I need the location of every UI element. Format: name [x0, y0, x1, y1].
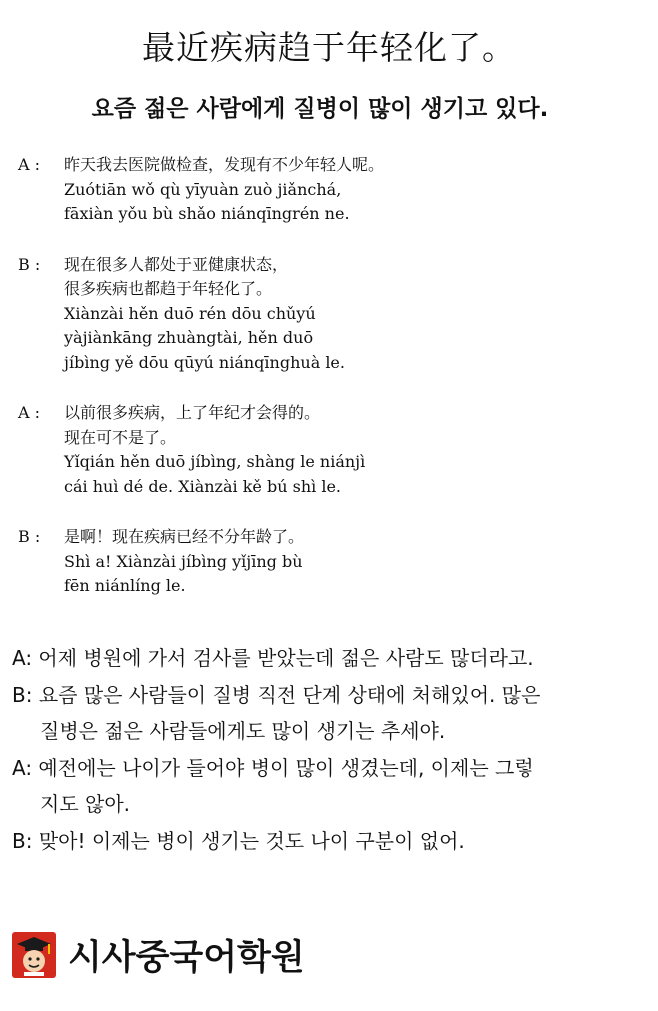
title-korean: 요즘 젊은 사람에게 질병이 많이 생기고 있다.	[91, 96, 549, 122]
graduate-mascot-icon	[12, 932, 56, 978]
pinyin-line: yàjiànkāng zhuàngtài, hěn duō	[64, 328, 314, 347]
speaker-label: B :	[18, 254, 41, 274]
speaker-label: A :	[18, 155, 41, 174]
translation-line: B: 요즘 많은 사람들이 질병 직전 단계 상태에 처해있어. 많은	[12, 682, 541, 707]
pinyin-line: fēn niánlíng le.	[64, 576, 186, 595]
brand-name: 시사중국어학원	[68, 938, 305, 978]
pinyin-line: Xiànzài hěn duō rén dōu chǔyú	[64, 303, 316, 323]
translation-line: 질병은 젊은 사람들에게도 많이 생기는 추세야.	[40, 719, 446, 743]
brand	[12, 930, 305, 980]
translation-line: 지도 않아.	[40, 792, 130, 816]
translation-line: A: 예전에는 나이가 들어야 병이 많이 생겼는데, 이제는 그렇	[12, 755, 534, 780]
pinyin-line: fāxiàn yǒu bù shǎo niánqīngrén ne.	[64, 204, 350, 223]
pinyin-line: Yǐqián hěn duō jíbìng, shàng le niánjì	[64, 452, 366, 471]
dialogue	[18, 153, 648, 625]
chinese-line: 是啊！现在疾病已经不分年龄了。	[64, 527, 305, 546]
dialogue-turn	[18, 525, 648, 599]
pinyin-line: cái huì dé de. Xiànzài kě bú shì le.	[64, 476, 341, 496]
translation-line: A: 어제 병원에 가서 검사를 받았는데 젊은 사람도 많더라고.	[12, 646, 534, 670]
title-chinese: 最近疾病趋于年轻化了。	[142, 28, 516, 67]
korean-translation	[12, 640, 652, 859]
chinese-line: 以前很多疾病，上了年纪才会得的。	[64, 403, 321, 422]
chinese-line: 现在很多人都处于亚健康状态，	[64, 254, 289, 274]
chinese-line: 昨天我去医院做检查，发现有不少年轻人呢。	[64, 155, 385, 174]
speaker-label: B :	[18, 527, 41, 546]
dialogue-turn	[18, 153, 648, 227]
pinyin-line: Shì a! Xiànzài jíbìng yǐjīng bù	[64, 551, 303, 571]
dialogue-turn	[18, 401, 648, 499]
pinyin-line: jíbìng yě dōu qūyú niánqīnghuà le.	[64, 352, 345, 372]
speaker-label: A :	[18, 403, 41, 422]
pinyin-line: Zuótiān wǒ qù yīyuàn zuò jiǎnchá,	[64, 179, 342, 199]
chinese-line: 现在可不是了。	[64, 427, 177, 447]
dialogue-turn	[18, 253, 648, 376]
translation-line: B: 맞아! 이제는 병이 생기는 것도 나이 구분이 없어.	[12, 828, 465, 853]
chinese-line: 很多疾病也都趋于年轻化了。	[64, 279, 273, 298]
